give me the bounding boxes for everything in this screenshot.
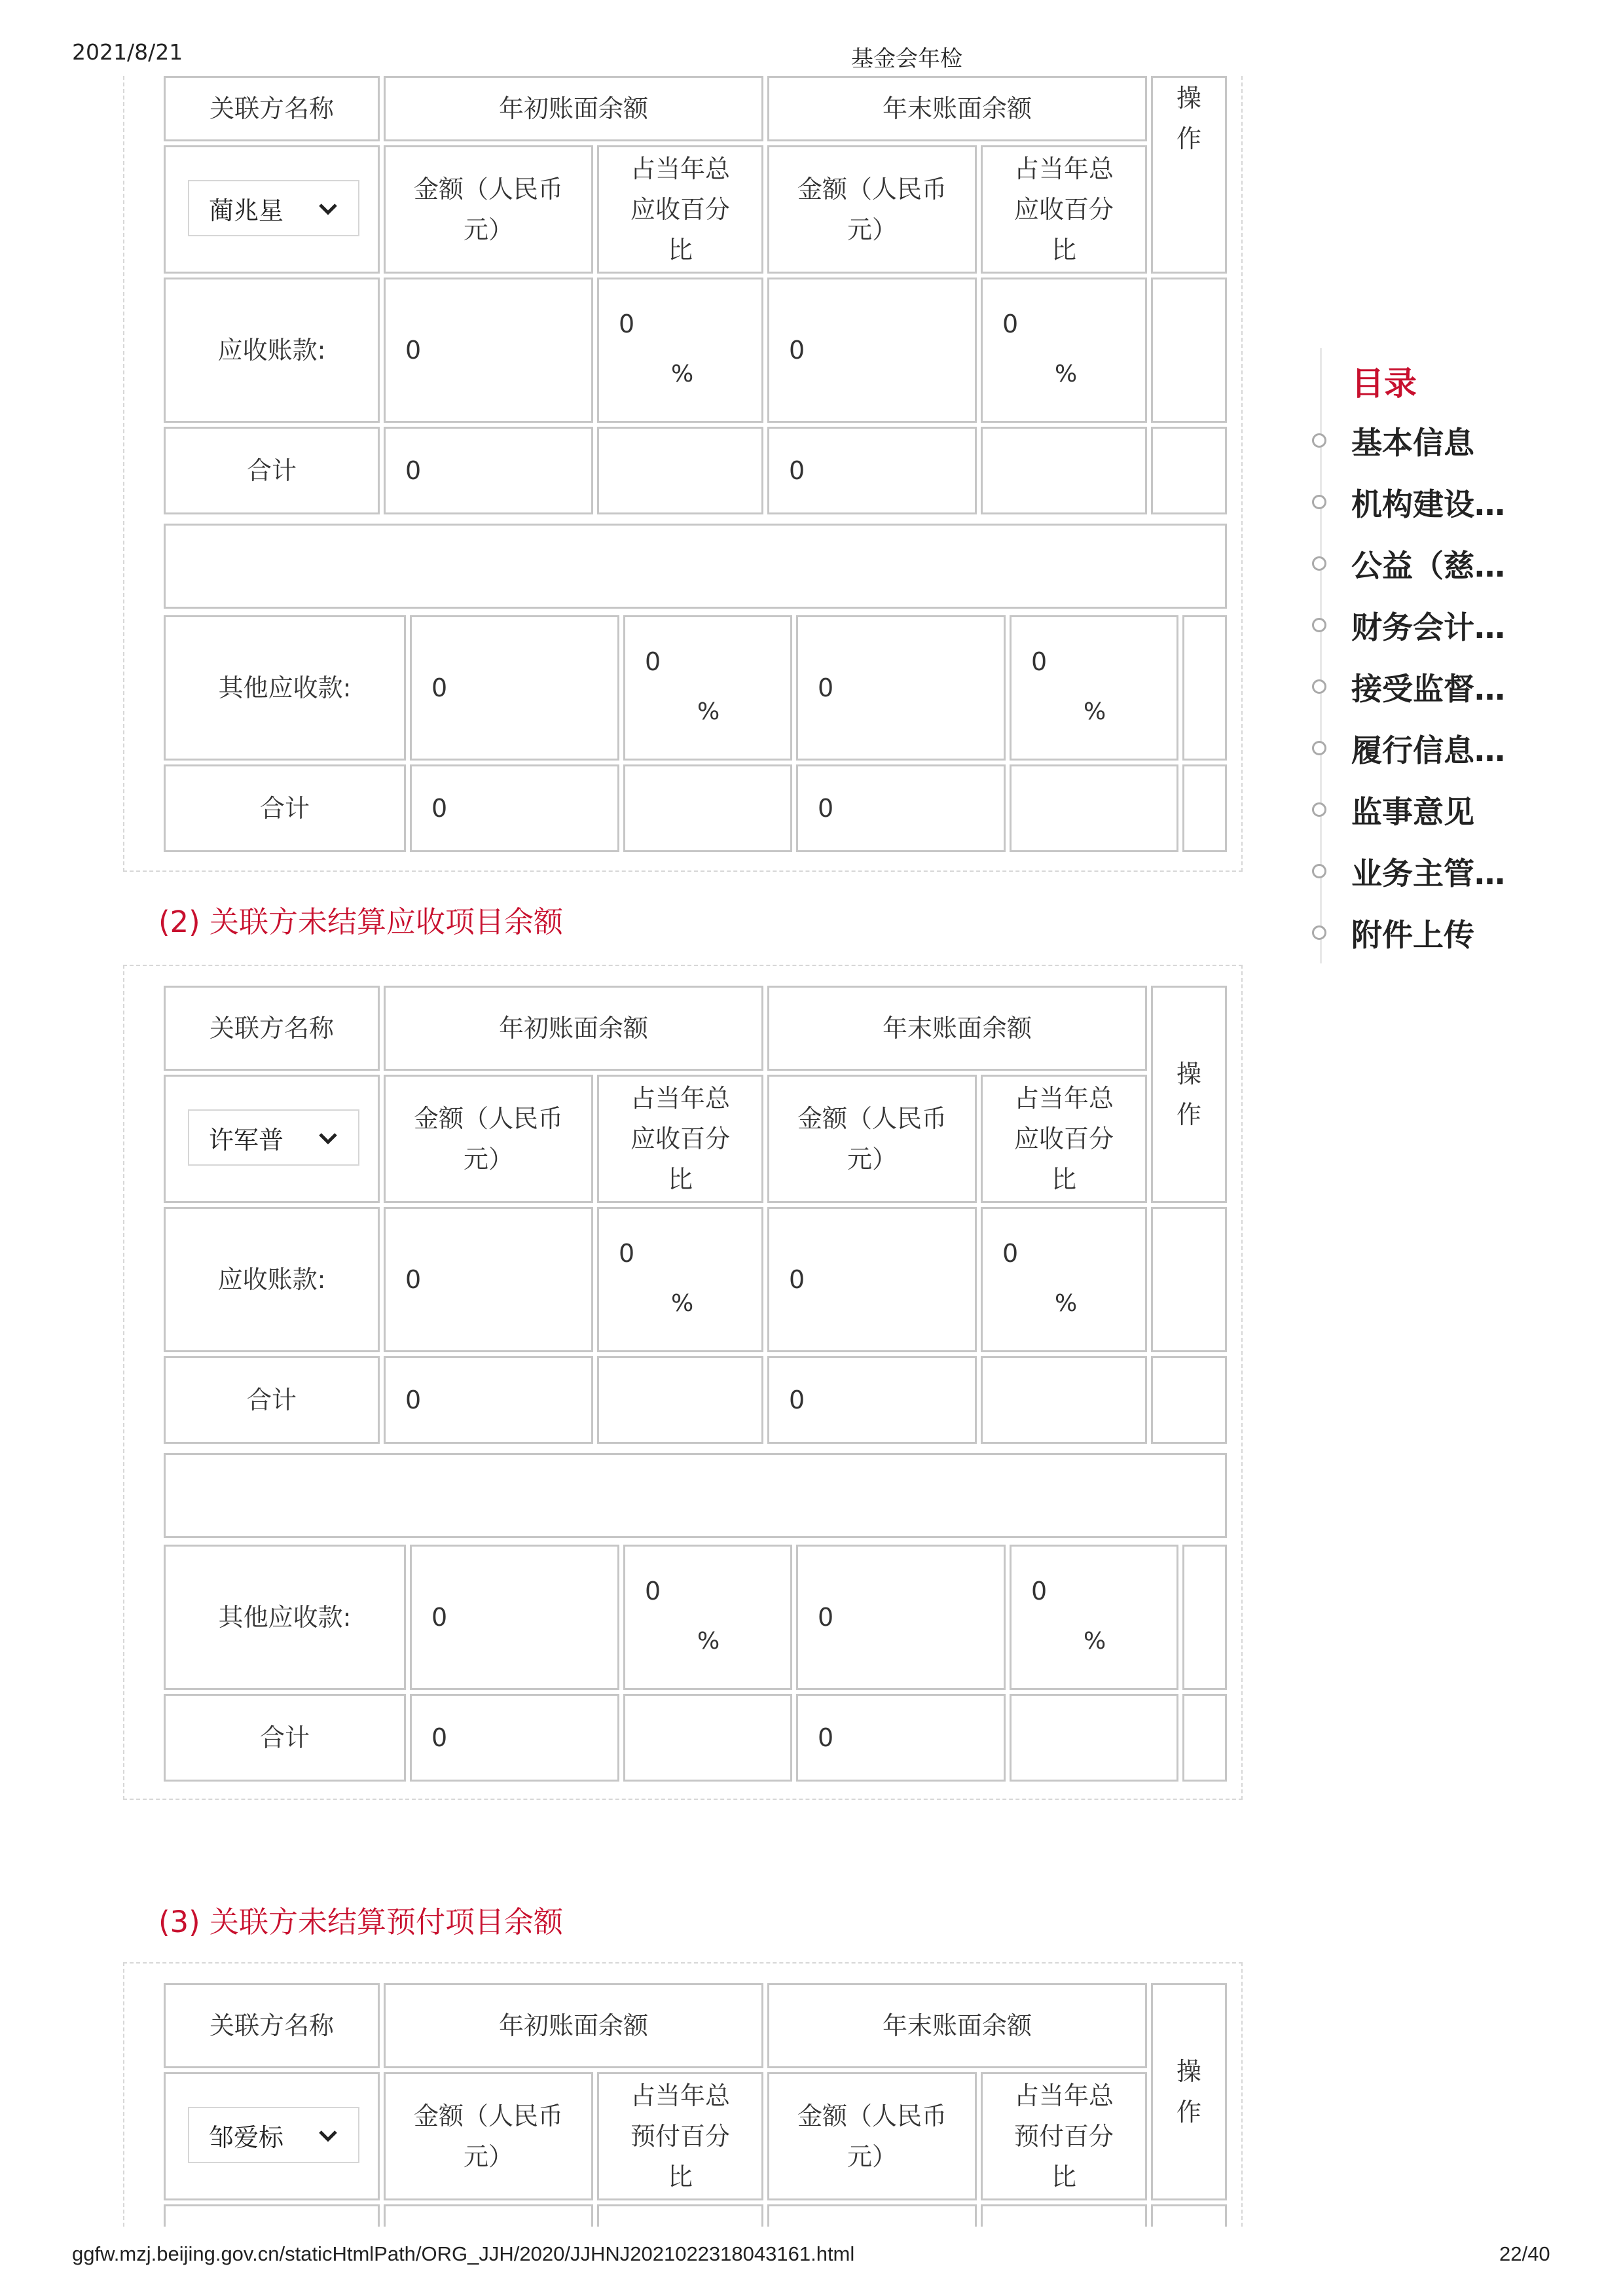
header-pct-begin: 占当年总预付百分比 — [597, 2072, 763, 2200]
header-amount-begin: 金额（人民币元） — [384, 1075, 593, 1203]
data-row-partial — [1151, 2204, 1227, 2227]
total-begin: 0 — [384, 1356, 593, 1444]
toc-dot-icon — [1312, 433, 1326, 448]
table-panel-3 — [123, 1962, 1243, 2227]
data-row-partial — [384, 2204, 593, 2227]
section-title-2: (2) 关联方未结算应收项目余额 — [158, 905, 564, 939]
spacer-row — [164, 524, 1227, 609]
other-total-begin-pct — [623, 1694, 792, 1782]
total-begin: 0 — [384, 427, 593, 514]
header-end-balance: 年末账面余额 — [767, 986, 1147, 1071]
other-total-op — [1182, 1694, 1227, 1782]
total-label: 合计 — [164, 1356, 380, 1444]
print-url: ggfw.mzj.beijing.gov.cn/staticHtmlPath/ORG_JJH/2020/JJHNJ2021022318043161.html — [72, 2242, 855, 2265]
total-end: 0 — [767, 427, 977, 514]
toc-item-supervision[interactable]: 接受监督… — [1351, 672, 1505, 708]
receivables-op — [1151, 278, 1227, 423]
other-op — [1182, 1545, 1227, 1690]
header-pct-end: 占当年总应收百分比 — [981, 1075, 1147, 1203]
header-operation: 操作 — [1151, 76, 1227, 274]
row-label-other-receivables: 其他应收款: — [164, 615, 406, 761]
receivables-end-amount: 0 — [767, 278, 977, 423]
header-end-balance: 年末账面余额 — [767, 1983, 1147, 2068]
other-total-label: 合计 — [164, 764, 406, 852]
other-total-begin: 0 — [410, 764, 619, 852]
data-row-partial — [981, 2204, 1147, 2227]
section-title-3: (3) 关联方未结算预付项目余额 — [158, 1905, 564, 1939]
header-amount-end: 金额（人民币元） — [767, 145, 977, 274]
table-panel-2 — [123, 965, 1243, 1800]
other-total-end: 0 — [796, 764, 1006, 852]
related-party-select[interactable]: 邹爱标 — [188, 2107, 359, 2163]
other-begin-amount: 0 — [410, 1545, 619, 1690]
chevron-down-icon — [315, 2123, 341, 2149]
print-date: 2021/8/21 — [72, 39, 183, 65]
total-begin-pct — [597, 1356, 763, 1444]
toc-dot-icon — [1312, 495, 1326, 509]
toc-dot-icon — [1312, 679, 1326, 694]
receivables-begin-pct: 0 % — [597, 278, 763, 423]
toc-dot-icon — [1312, 802, 1326, 817]
other-total-op — [1182, 764, 1227, 852]
header-operation: 操作 — [1151, 986, 1227, 1203]
receivables-begin-amount: 0 — [384, 1207, 593, 1352]
row-label-receivables: 应收账款: — [164, 278, 380, 423]
toc-item-supervisor-opinion[interactable]: 监事意见 — [1351, 795, 1474, 831]
total-end-pct — [981, 427, 1147, 514]
header-operation: 操作 — [1151, 1983, 1227, 2200]
other-total-begin-pct — [623, 764, 792, 852]
header-end-balance: 年末账面余额 — [767, 76, 1147, 141]
other-total-end-pct — [1010, 764, 1178, 852]
header-related-party: 关联方名称 — [164, 986, 380, 1071]
chevron-down-icon — [315, 196, 341, 222]
toc-item-authority[interactable]: 业务主管… — [1351, 856, 1505, 892]
total-label: 合计 — [164, 427, 380, 514]
header-begin-balance: 年初账面余额 — [384, 1983, 763, 2068]
other-end-pct: 0 % — [1010, 615, 1178, 761]
toc-item-charity[interactable]: 公益（慈… — [1351, 548, 1505, 584]
header-pct-begin: 占当年总应收百分比 — [597, 1075, 763, 1203]
receivables-end-amount: 0 — [767, 1207, 977, 1352]
other-begin-pct: 0 % — [623, 1545, 792, 1690]
toc-item-finance[interactable]: 财务会计… — [1351, 610, 1505, 646]
toc-dot-icon — [1312, 556, 1326, 571]
receivables-begin-pct: 0 % — [597, 1207, 763, 1352]
data-row-partial — [597, 2204, 763, 2227]
row-label-other-receivables: 其他应收款: — [164, 1545, 406, 1690]
header-pct-end: 占当年总预付百分比 — [981, 2072, 1147, 2200]
receivables-begin-amount: 0 — [384, 278, 593, 423]
header-amount-end: 金额（人民币元） — [767, 2072, 977, 2200]
toc-dot-icon — [1312, 741, 1326, 755]
toc-dot-icon — [1312, 925, 1326, 940]
header-amount-begin: 金额（人民币元） — [384, 145, 593, 274]
toc-item-basic-info[interactable]: 基本信息 — [1351, 425, 1474, 461]
toc-item-org-building[interactable]: 机构建设… — [1351, 487, 1505, 523]
party-select-cell — [164, 1075, 380, 1203]
party-select-cell — [164, 145, 380, 274]
row-label-receivables: 应收账款: — [164, 1207, 380, 1352]
related-party-select[interactable]: 许军普 — [188, 1109, 359, 1166]
receivables-end-pct: 0 % — [981, 278, 1147, 423]
header-related-party: 关联方名称 — [164, 1983, 380, 2068]
header-related-party: 关联方名称 — [164, 76, 380, 141]
header-pct-begin: 占当年总应收百分比 — [597, 145, 763, 274]
table-of-contents — [1319, 348, 1607, 963]
receivables-end-pct: 0 % — [981, 1207, 1147, 1352]
other-op — [1182, 615, 1227, 761]
receivables-op — [1151, 1207, 1227, 1352]
other-end-amount: 0 — [796, 615, 1006, 761]
header-begin-balance: 年初账面余额 — [384, 76, 763, 141]
toc-heading: 目录 — [1351, 365, 1417, 403]
other-end-amount: 0 — [796, 1545, 1006, 1690]
page-number: 22/40 — [1499, 2242, 1550, 2265]
total-begin-pct — [597, 427, 763, 514]
print-title: 基金会年检 — [851, 46, 962, 72]
spacer-row — [164, 1453, 1227, 1538]
toc-item-disclosure[interactable]: 履行信息… — [1351, 733, 1505, 769]
total-end-pct — [981, 1356, 1147, 1444]
other-total-label: 合计 — [164, 1694, 406, 1782]
toc-dot-icon — [1312, 864, 1326, 878]
header-begin-balance: 年初账面余额 — [384, 986, 763, 1071]
total-op — [1151, 1356, 1227, 1444]
other-total-end: 0 — [796, 1694, 1006, 1782]
other-total-end-pct — [1010, 1694, 1178, 1782]
header-amount-end: 金额（人民币元） — [767, 1075, 977, 1203]
chevron-down-icon — [315, 1125, 341, 1151]
data-row-partial — [164, 2204, 380, 2227]
header-pct-end: 占当年总应收百分比 — [981, 145, 1147, 274]
other-begin-amount: 0 — [410, 615, 619, 761]
other-begin-pct: 0 % — [623, 615, 792, 761]
total-end: 0 — [767, 1356, 977, 1444]
total-op — [1151, 427, 1227, 514]
toc-item-attachments[interactable]: 附件上传 — [1351, 918, 1474, 954]
related-party-select[interactable]: 蔺兆星 — [188, 180, 359, 236]
header-amount-begin: 金额（人民币元） — [384, 2072, 593, 2200]
toc-dot-icon — [1312, 618, 1326, 632]
table-panel-1 — [123, 76, 1243, 872]
party-select-cell — [164, 2072, 380, 2200]
other-end-pct: 0 % — [1010, 1545, 1178, 1690]
other-total-begin: 0 — [410, 1694, 619, 1782]
data-row-partial — [767, 2204, 977, 2227]
